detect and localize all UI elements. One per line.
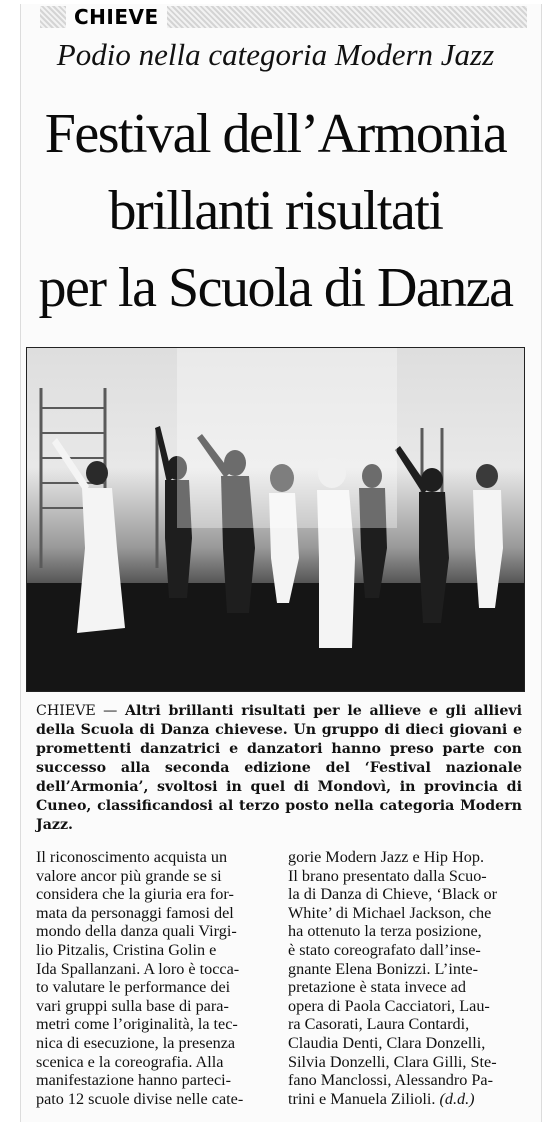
body-line: opera di Paola Cacciatori, Lau- [288,996,490,1015]
headline-line-2: brillanti risultati [108,180,443,242]
body-line: pretazione è stata invece ad [288,978,466,997]
headline-line-1: Festival dell’Armonia [44,103,507,165]
body-column-left [36,848,266,1108]
body-line: lio Pitzalis, Cristina Golin e [36,940,217,959]
body-line: gorie Modern Jazz e Hip Hop. [288,848,484,866]
body-line: manifestazione hanno parteci- [36,1071,232,1090]
body-line-last [288,1090,518,1109]
body-line: Il brano presentato dalla Scuo- [288,866,487,885]
body-line: valore ancor più grande se si [36,866,222,885]
body-line: ra Casorati, Laura Contardi, [288,1015,470,1034]
headline [0,96,551,327]
dance-group-photo [26,347,525,692]
dateline: CHIEVE — [36,703,118,719]
byline: (d.d.) [439,1089,475,1108]
lead-text: Altri brillanti risultati per le allieve e gli allievi della Scuola di Danza chievese. Un gruppo di dieci giovani e promettenti danzatrici e danzatori hanno preso parte con successo alla seconda edizione del ‘Festival nazionale dell’Armonia’, svoltosi in quel di Mondovì, in provincia di Cuneo, classificandosi al terzo posto nella categoria Modern Jazz. [36,703,522,833]
body-line: scenica e la coreografia. Alla [36,1052,224,1071]
section-tag: CHIEVE [66,5,167,29]
body-line: mata da personaggi famosi del [36,903,234,922]
kicker: Podio nella categoria Modern Jazz [56,37,495,72]
body-line: to valutare le performance dei [36,978,231,997]
body-line: White’ di Michael Jackson, che [288,903,492,922]
lead-paragraph [36,702,522,835]
body-line: è stato coreografato dall’inse- [288,940,481,959]
body-column-right [288,848,518,1108]
body-line: la di Danza di Chieve, ‘Black or [288,885,498,904]
body-line: metri come l’originalità, la tec- [36,1015,238,1034]
body-line: Il riconoscimento acquista un [36,848,228,866]
body-line: nica di esecuzione, la presenza [36,1033,236,1052]
headline-line-3: per la Scuola di Danza [38,257,513,319]
body-line: Ida Spallanzani. A loro è tocca- [36,959,240,978]
body-line: fano Manclossi, Alessandro Pa- [288,1071,494,1090]
body-line: considera che la giuria era for- [36,885,234,904]
body-line: pato 12 scuole divise nelle cate- [36,1089,244,1108]
body-line: mondo della danza quali Virgi- [36,922,237,941]
body-line: Claudia Denti, Clara Donzelli, [288,1033,486,1052]
body-line-text: trini e Manuela Zilioli. [288,1089,436,1108]
body-line: vari gruppi sulla base di para- [36,996,229,1015]
body-line: Silvia Donzelli, Clara Gilli, Ste- [288,1052,497,1071]
body-line: ha ottenuto la terza posizione, [288,922,482,941]
body-line: gnante Elena Bonizzi. L’inte- [288,959,478,978]
